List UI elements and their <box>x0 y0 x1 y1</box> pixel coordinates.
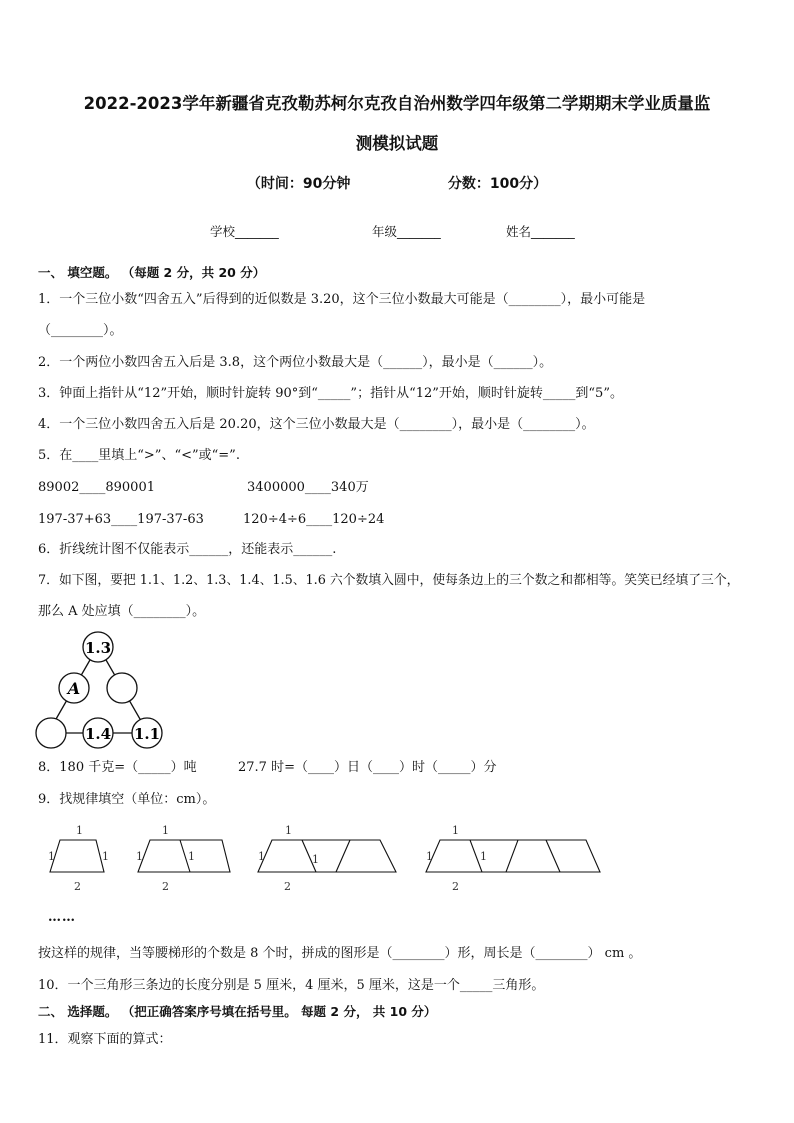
shape-3 <box>258 840 396 872</box>
q5-item: 197-37+63____197-37-63 <box>38 512 204 527</box>
question-8a: 8．180 千克=（_____）吨 <box>38 760 197 775</box>
exam-time-score: （时间：90分钟 分数：100分） <box>246 176 548 192</box>
label-bottom-right: 1.1 <box>133 725 161 743</box>
label-top: 1.3 <box>84 639 112 657</box>
question-8b: 27.7 时=（____）日（____）时（_____）分 <box>238 760 497 775</box>
svg-text:1: 1 <box>48 850 55 863</box>
question-7-line2: 那么 A 处应填（________）。 <box>38 604 206 619</box>
section2-heading: 二、 选择题。 （把正确答案序号填在括号里。 每题 2 分， 共 10 分） <box>38 1004 437 1019</box>
question-2: 2．一个两位小数四舍五入后是 3.8，这个两位小数最大是（______），最小是（______）。 <box>38 355 553 370</box>
exam-title-line1: 2022-2023学年新疆省克孜勒苏柯尔克孜自治州数学四年级第二学期期末学业质量监 <box>83 94 711 113</box>
label-bottom-mid: 1.4 <box>84 725 112 743</box>
exam-title-line2: 测模拟试题 <box>355 134 439 153</box>
triangle-circles-figure <box>34 630 166 750</box>
q5-item: 3400000____340万 <box>247 480 369 495</box>
circle-right-mid <box>107 673 137 703</box>
svg-text:1: 1 <box>312 853 319 866</box>
svg-text:1: 1 <box>136 850 143 863</box>
question-9: 9．找规律填空（单位：cm）。 <box>38 792 216 807</box>
continuation-dots: …… <box>48 910 76 925</box>
question-1-line2: （________）。 <box>38 323 123 338</box>
question-1-line1: 1．一个三位小数“四舍五入”后得到的近似数是 3.20，这个三位小数最大可能是（________），最小可能是 <box>38 292 646 307</box>
svg-text:1: 1 <box>480 850 487 863</box>
question-11: 11．观察下面的算式： <box>38 1032 172 1047</box>
svg-text:1: 1 <box>102 850 109 863</box>
name-field: 姓名_______ <box>506 224 575 239</box>
shape-1 <box>50 840 104 872</box>
svg-text:1: 1 <box>426 850 433 863</box>
question-7-line1: 7．如下图，要把 1.1、1.2、1.3、1.4、1.5、1.6 六个数填入圆中，使每条边上的三个数之和都相等。笑笑已经填了三个， <box>38 573 740 588</box>
svg-text:1: 1 <box>285 824 292 837</box>
svg-text:1: 1 <box>188 850 195 863</box>
section1-heading: 一、 填空题。 （每题 2 分，共 20 分） <box>38 265 266 280</box>
question-3: 3．钟面上指针从“12”开始，顺时针旋转 90°到“_____”；指针从“12”开始，顺时针旋转_____到“5”。 <box>38 386 623 401</box>
svg-text:2: 2 <box>74 880 81 893</box>
q5-item: 120÷4÷6____120÷24 <box>243 512 385 527</box>
svg-text:1: 1 <box>162 824 169 837</box>
circle-bottom-left <box>36 718 66 748</box>
question-4: 4．一个三位小数四舍五入后是 20.20，这个三位小数最大是（________），最小是（________）。 <box>38 417 595 432</box>
svg-text:2: 2 <box>284 880 291 893</box>
question-9-followup: 按这样的规律，当等腰梯形的个数是 8 个时，拼成的图形是（________）形，周长是（________） cm 。 <box>38 946 642 961</box>
svg-text:2: 2 <box>162 880 169 893</box>
school-field: 学校_______ <box>210 224 279 239</box>
label-a: A <box>67 679 81 698</box>
shape-2 <box>138 840 230 872</box>
question-10: 10．一个三角形三条边的长度分别是 5 厘米，4 厘米，5 厘米，这是一个_____三角形。 <box>38 978 545 993</box>
grade-field: 年级_______ <box>372 224 441 239</box>
question-5: 5．在____里填上“>”、“<”或“=”. <box>38 448 240 463</box>
svg-text:2: 2 <box>452 880 459 893</box>
trapezoid-pattern-figure <box>40 820 610 898</box>
svg-text:1: 1 <box>258 850 265 863</box>
svg-text:1: 1 <box>452 824 459 837</box>
shape-4 <box>426 840 600 872</box>
q5-item: 89002____890001 <box>38 480 155 495</box>
svg-text:1: 1 <box>76 824 83 837</box>
question-6: 6．折线统计图不仅能表示______，还能表示______. <box>38 542 337 557</box>
